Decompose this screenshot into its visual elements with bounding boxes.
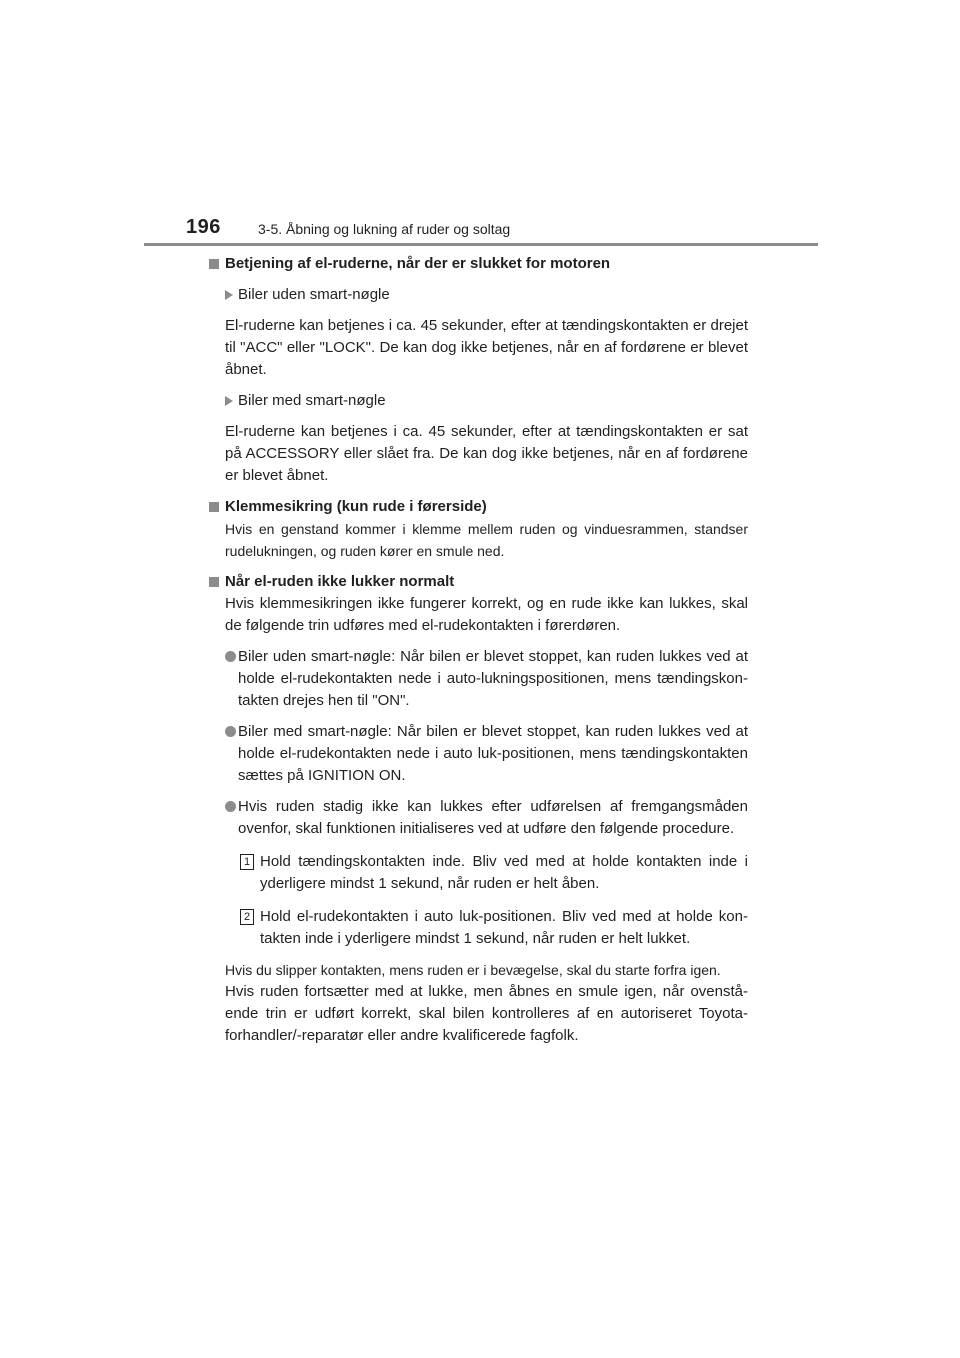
step-item: 2 Hold el-rudekontakten i auto luk-positionen. Bliv ved med at holde kon-takten inde i yderligere mindst 1 sekund, når ruden er helt lukket. bbox=[240, 906, 748, 950]
section-heading: Klemmesikring (kun rude i førerside) bbox=[208, 496, 748, 518]
square-bullet-icon bbox=[209, 259, 219, 269]
paragraph: Hvis klemmesikringen ikke fungerer korrekt, og en rude ikke kan lukkes, skal de følgende trin udføres med el-rudekontakten i førerdøren. bbox=[225, 595, 748, 634]
sub-heading: Biler uden smart-nøgle bbox=[225, 284, 748, 306]
header-divider bbox=[144, 243, 818, 246]
step-number: 1 bbox=[240, 854, 254, 870]
paragraph: El-ruderne kan betjenes i ca. 45 sekunder, efter at tændingskontakten er sat på ACCESSORY eller slået fra. De kan dog ikke betjenes, når en af fordørene er blevet åbnet. bbox=[225, 423, 748, 484]
section-heading: Betjening af el-ruderne, når der er slukket for motoren bbox=[208, 253, 748, 275]
paragraph: Hvis en genstand kommer i klemme mellem ruden og vinduesrammen, standser rudelukningen, og ruden kører en smule ned. bbox=[225, 521, 748, 559]
note-paragraph: Hvis du slipper kontakten, mens ruden er i bevægelse, skal du starte forfra igen. bbox=[225, 962, 721, 978]
triangle-arrow-icon bbox=[225, 396, 233, 406]
page-content bbox=[208, 253, 748, 1047]
bullet-item: Biler med smart-nøgle: Når bilen er blevet stoppet, kan ruden lukkes ved at holde el-rudekontakten nede i auto luk-positionen, mens tændingskontakten sættes på IGNITION ON. bbox=[225, 721, 748, 787]
circle-bullet-icon bbox=[225, 651, 236, 662]
circle-bullet-icon bbox=[225, 801, 236, 812]
square-bullet-icon bbox=[209, 577, 219, 587]
page-number: 196 bbox=[186, 216, 221, 238]
step-number: 2 bbox=[240, 909, 254, 925]
bullet-item: Biler uden smart-nøgle: Når bilen er blevet stoppet, kan ruden lukkes ved at holde el-rudekontakten nede i auto-lukningspositionen, mens tændingskon-takten drejes hen til "ON". bbox=[225, 646, 748, 712]
paragraph: El-ruderne kan betjenes i ca. 45 sekunder, efter at tændingskontakten er drejet til "ACC" eller "LOCK". De kan dog ikke betjenes, når en af fordørene er blevet åbnet. bbox=[225, 317, 748, 378]
triangle-arrow-icon bbox=[225, 290, 233, 300]
section-title: 3-5. Åbning og lukning af ruder og soltag bbox=[258, 221, 511, 237]
circle-bullet-icon bbox=[225, 726, 236, 737]
paragraph: Hvis ruden fortsætter med at lukke, men åbnes en smule igen, når ovenstå-ende trin er udført korrekt, skal bilen kontrolleres af en autoriseret Toyota-forhandler/-reparatør eller andre kvalificerede fagfolk. bbox=[225, 983, 748, 1044]
section-heading: Når el-ruden ikke lukker normalt bbox=[208, 571, 748, 593]
bullet-item: Hvis ruden stadig ikke kan lukkes efter udførelsen af fremgangsmåden ovenfor, skal funktionen initialiseres ved at udføre den følgende procedure. bbox=[225, 796, 748, 840]
square-bullet-icon bbox=[209, 502, 219, 512]
step-item: 1 Hold tændingskontakten inde. Bliv ved med at holde kontakten inde i yderligere mindst 1 sekund, når ruden er helt åben. bbox=[240, 851, 748, 895]
sub-heading: Biler med smart-nøgle bbox=[225, 390, 748, 412]
